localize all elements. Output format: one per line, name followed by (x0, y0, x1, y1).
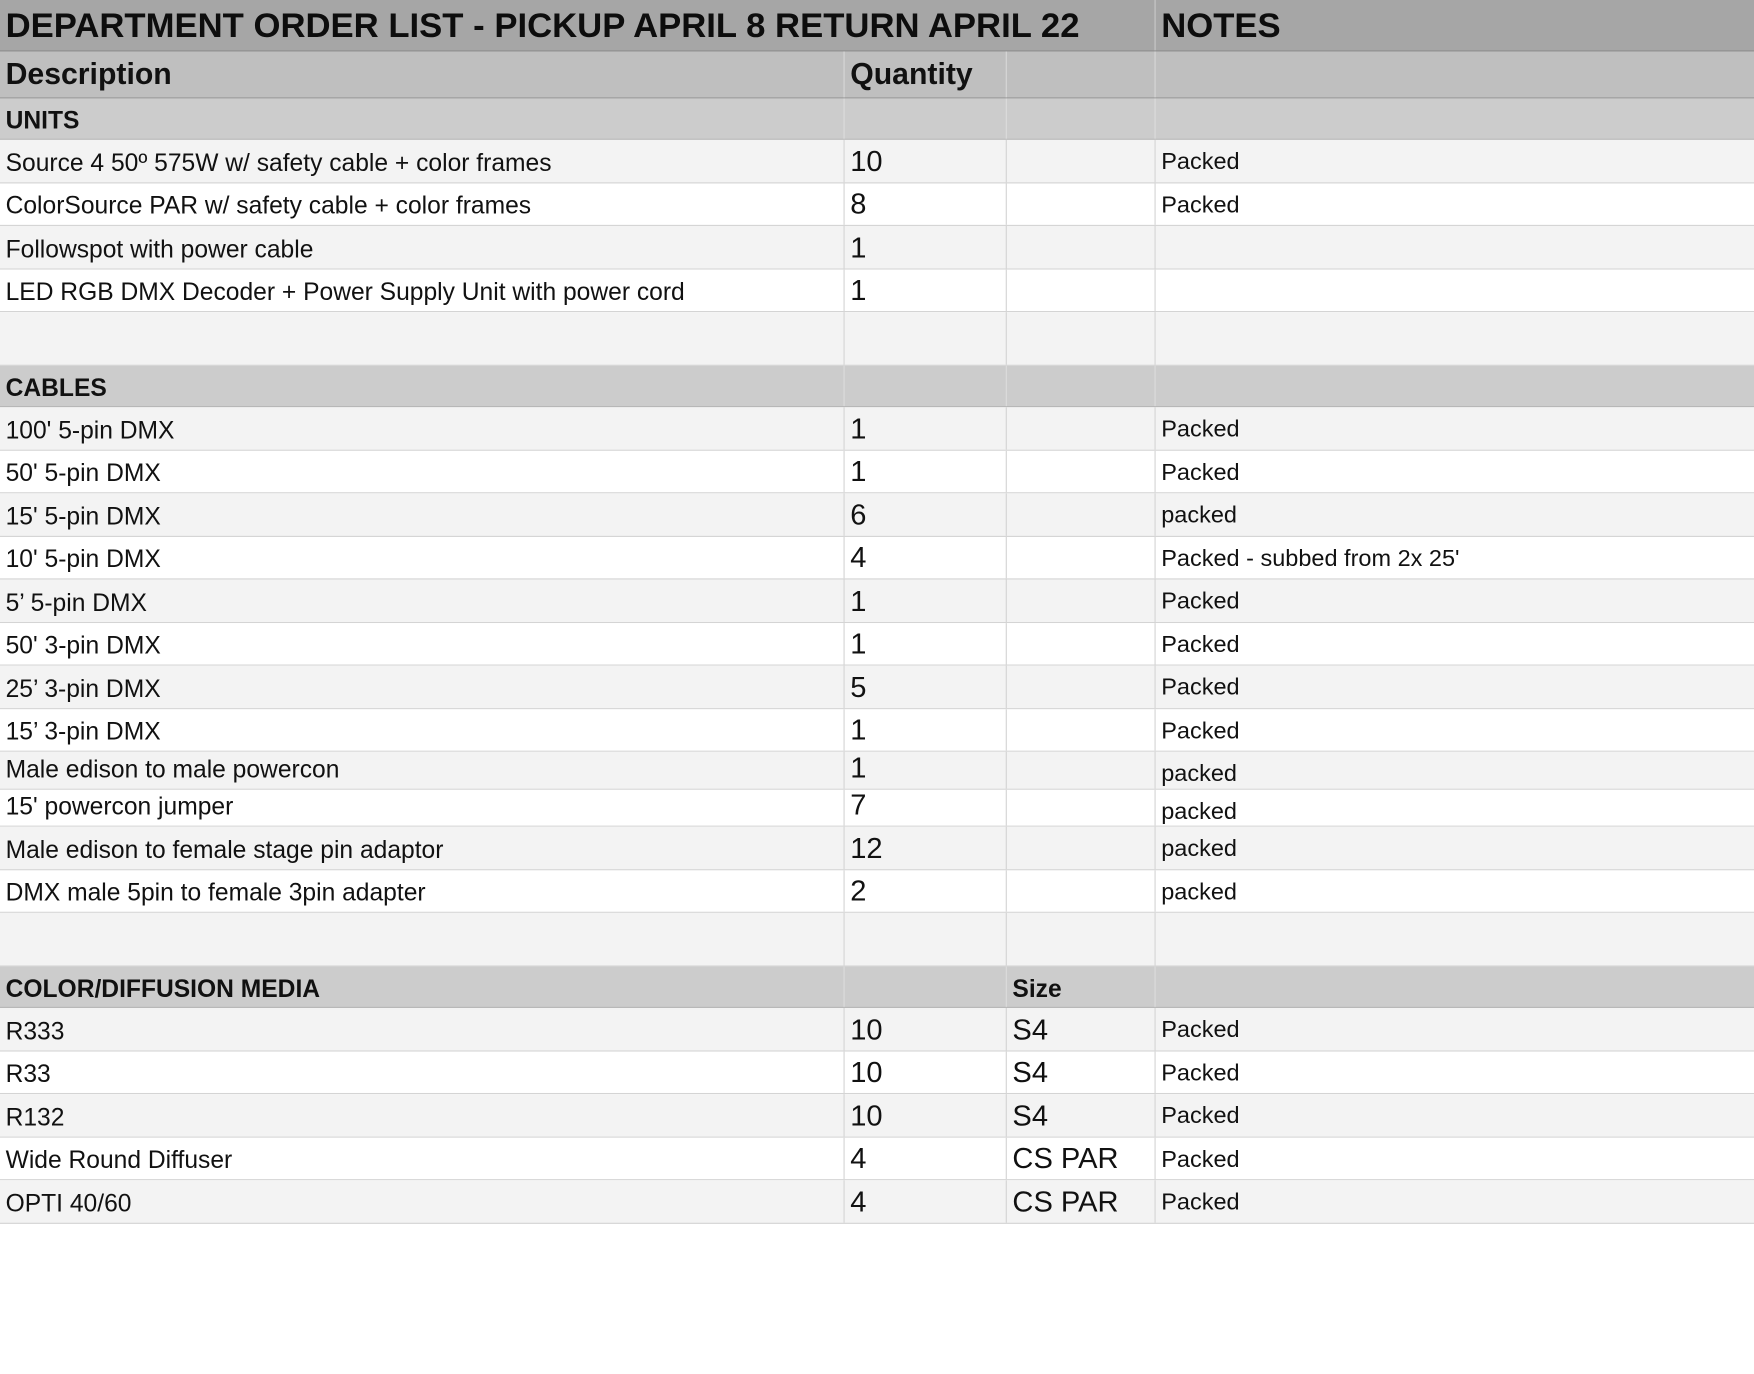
table-row (0, 450, 1754, 493)
description-cell[interactable]: Wide Round Diffuser (0, 1137, 845, 1179)
size-cell[interactable]: S4 (1007, 1051, 1156, 1093)
notes-cell[interactable]: Packed - subbed from 2x 25' (1161, 545, 1460, 572)
units-table-body (0, 140, 1754, 312)
description-header-cell[interactable]: Description (0, 51, 845, 97)
description-cell[interactable]: Followspot with power cable (0, 226, 845, 268)
size-cell[interactable] (1007, 666, 1156, 708)
table-row (0, 709, 1754, 752)
spacer-row (0, 913, 1754, 967)
size-cell[interactable] (1007, 623, 1156, 665)
notes-cell[interactable]: Packed (1161, 1103, 1240, 1129)
quantity-cell[interactable]: 4 (845, 536, 1007, 578)
size-cell[interactable] (1007, 140, 1156, 182)
notes-header-cell[interactable]: NOTES (1161, 5, 1281, 45)
size-cell[interactable] (1007, 407, 1156, 449)
description-cell[interactable]: DMX male 5pin to female 3pin adapter (0, 870, 845, 912)
size-cell[interactable]: CS PAR (1007, 1180, 1156, 1222)
size-cell[interactable] (1007, 226, 1156, 268)
quantity-cell[interactable]: 10 (845, 1094, 1007, 1136)
quantity-cell[interactable]: 1 (845, 269, 1007, 311)
quantity-cell[interactable]: 6 (845, 493, 1007, 535)
quantity-cell[interactable]: 8 (845, 183, 1007, 225)
empty-cell[interactable] (1156, 913, 1754, 966)
table-row (0, 1051, 1754, 1094)
size-cell[interactable]: CS PAR (1007, 1137, 1156, 1179)
table-row (0, 827, 1754, 870)
section-empty-cell[interactable] (1007, 366, 1156, 406)
quantity-cell[interactable]: 1 (845, 450, 1007, 492)
table-row (0, 1008, 1754, 1051)
notes-cell[interactable] (1156, 226, 1754, 268)
table-row (0, 269, 1754, 312)
quantity-cell[interactable]: 4 (845, 1180, 1007, 1222)
quantity-cell[interactable]: 1 (845, 752, 1007, 788)
table-row (0, 493, 1754, 536)
notes-cell[interactable]: packed (1161, 798, 1237, 824)
quantity-cell[interactable]: 12 (845, 827, 1007, 869)
description-cell[interactable]: 25’ 3-pin DMX (0, 666, 845, 708)
quantity-cell[interactable]: 10 (845, 1051, 1007, 1093)
description-cell[interactable]: LED RGB DMX Decoder + Power Supply Unit with power cord (0, 269, 845, 311)
description-cell[interactable]: 15' 5-pin DMX (0, 493, 845, 535)
section-empty-cell[interactable] (1156, 366, 1754, 406)
notes-cell[interactable]: packed (1161, 502, 1237, 529)
notes-cell[interactable]: Packed (1161, 588, 1240, 615)
section-header-cables[interactable]: CABLES (0, 366, 845, 406)
section-row-media (0, 967, 1754, 1008)
description-cell[interactable]: 15' powercon jumper (0, 789, 845, 825)
table-row (0, 1137, 1754, 1180)
quantity-cell[interactable]: 4 (845, 1137, 1007, 1179)
size-cell[interactable] (1007, 269, 1156, 311)
quantity-cell[interactable]: 7 (845, 789, 1007, 825)
description-cell[interactable]: 50' 5-pin DMX (0, 450, 845, 492)
description-cell[interactable]: R33 (0, 1051, 845, 1093)
empty-cell[interactable] (1007, 913, 1156, 966)
spacer-row (0, 312, 1754, 366)
description-cell[interactable]: Source 4 50º 575W w/ safety cable + color frames (0, 140, 845, 182)
table-row (0, 752, 1754, 789)
size-header-cell[interactable]: Size (1007, 967, 1156, 1007)
description-cell[interactable]: R333 (0, 1008, 845, 1050)
section-empty-cell[interactable] (845, 967, 1007, 1007)
size-cell[interactable] (1007, 183, 1156, 225)
table-row (0, 1094, 1754, 1137)
table-row (0, 407, 1754, 450)
quantity-cell[interactable]: 2 (845, 870, 1007, 912)
notes-cell[interactable]: packed (1161, 760, 1237, 787)
size-cell[interactable] (1007, 709, 1156, 751)
quantity-cell[interactable]: 1 (845, 623, 1007, 665)
description-cell[interactable]: 5’ 5-pin DMX (0, 579, 845, 621)
quantity-cell[interactable]: 5 (845, 666, 1007, 708)
notes-cell[interactable] (1156, 269, 1754, 311)
description-cell[interactable]: OPTI 40/60 (0, 1180, 845, 1222)
notes-cell[interactable]: packed (1161, 835, 1237, 862)
description-cell[interactable]: Male edison to male powercon (0, 752, 845, 788)
section-empty-cell[interactable] (845, 366, 1007, 406)
section-row-units (0, 98, 1754, 139)
sheet-title-cell[interactable]: DEPARTMENT ORDER LIST - PICKUP APRIL 8 RETURN APRIL 22 (0, 0, 1156, 50)
size-cell[interactable] (1007, 493, 1156, 535)
notes-cell[interactable]: packed (1161, 878, 1237, 905)
table-row (0, 1180, 1754, 1223)
section-empty-cell[interactable] (1156, 98, 1754, 138)
notes-cell[interactable]: Packed (1161, 459, 1240, 485)
size-cell[interactable] (1007, 579, 1156, 621)
table-row (0, 226, 1754, 269)
notes-cell[interactable]: Packed (1161, 1189, 1240, 1215)
description-cell[interactable]: 15’ 3-pin DMX (0, 709, 845, 751)
size-cell[interactable] (1007, 789, 1156, 825)
size-cell[interactable] (1007, 536, 1156, 578)
column-header-row (0, 51, 1754, 98)
media-table-body (0, 1008, 1754, 1223)
cables-table-body (0, 407, 1754, 913)
description-cell[interactable]: 100' 5-pin DMX (0, 407, 845, 449)
description-cell[interactable]: Male edison to female stage pin adaptor (0, 827, 845, 869)
notes-cell[interactable]: Packed (1161, 148, 1240, 175)
empty-cell[interactable] (0, 312, 845, 365)
table-row (0, 870, 1754, 913)
notes-cell[interactable]: Packed (1161, 1016, 1240, 1043)
quantity-cell[interactable]: 1 (845, 709, 1007, 751)
notes-cell[interactable]: Packed (1161, 1059, 1240, 1086)
description-cell[interactable]: 50' 3-pin DMX (0, 623, 845, 665)
notes-column-header-cell[interactable] (1156, 51, 1754, 97)
section-header-media[interactable]: COLOR/DIFFUSION MEDIA (0, 967, 845, 1007)
description-cell[interactable]: 10' 5-pin DMX (0, 536, 845, 578)
empty-cell[interactable] (845, 913, 1007, 966)
section-header-units[interactable]: UNITS (0, 98, 845, 138)
notes-cell[interactable]: Packed (1161, 631, 1240, 658)
quantity-cell[interactable]: 10 (845, 140, 1007, 182)
description-cell[interactable]: ColorSource PAR w/ safety cable + color frames (0, 183, 845, 225)
empty-cell[interactable] (845, 312, 1007, 365)
notes-cell[interactable]: Packed (1161, 674, 1240, 701)
size-cell[interactable] (1007, 870, 1156, 912)
size-cell[interactable] (1007, 450, 1156, 492)
quantity-header-cell[interactable]: Quantity (845, 51, 1007, 97)
size-cell[interactable]: S4 (1007, 1008, 1156, 1050)
table-row (0, 536, 1754, 579)
title-row (0, 0, 1754, 51)
section-empty-cell[interactable] (845, 98, 1007, 138)
quantity-cell[interactable]: 1 (845, 579, 1007, 621)
table-row (0, 579, 1754, 622)
quantity-cell[interactable]: 10 (845, 1008, 1007, 1050)
notes-cell[interactable]: Packed (1161, 191, 1240, 218)
empty-cell[interactable] (1007, 312, 1156, 365)
table-row (0, 789, 1754, 826)
extra-header-cell[interactable] (1007, 51, 1156, 97)
size-cell[interactable] (1007, 827, 1156, 869)
size-cell[interactable]: S4 (1007, 1094, 1156, 1136)
quantity-cell[interactable]: 1 (845, 407, 1007, 449)
description-cell[interactable]: R132 (0, 1094, 845, 1136)
size-cell[interactable] (1007, 752, 1156, 788)
quantity-cell[interactable]: 1 (845, 226, 1007, 268)
notes-cell[interactable]: Packed (1161, 416, 1240, 442)
table-row (0, 623, 1754, 666)
empty-cell[interactable] (1156, 312, 1754, 365)
section-empty-cell[interactable] (1156, 967, 1754, 1007)
table-row (0, 666, 1754, 709)
notes-cell[interactable]: Packed (1161, 717, 1240, 744)
table-row (0, 140, 1754, 183)
section-empty-cell[interactable] (1007, 98, 1156, 138)
notes-cell[interactable]: Packed (1161, 1146, 1240, 1172)
empty-cell[interactable] (0, 913, 845, 966)
table-row (0, 183, 1754, 226)
section-row-cables (0, 366, 1754, 407)
